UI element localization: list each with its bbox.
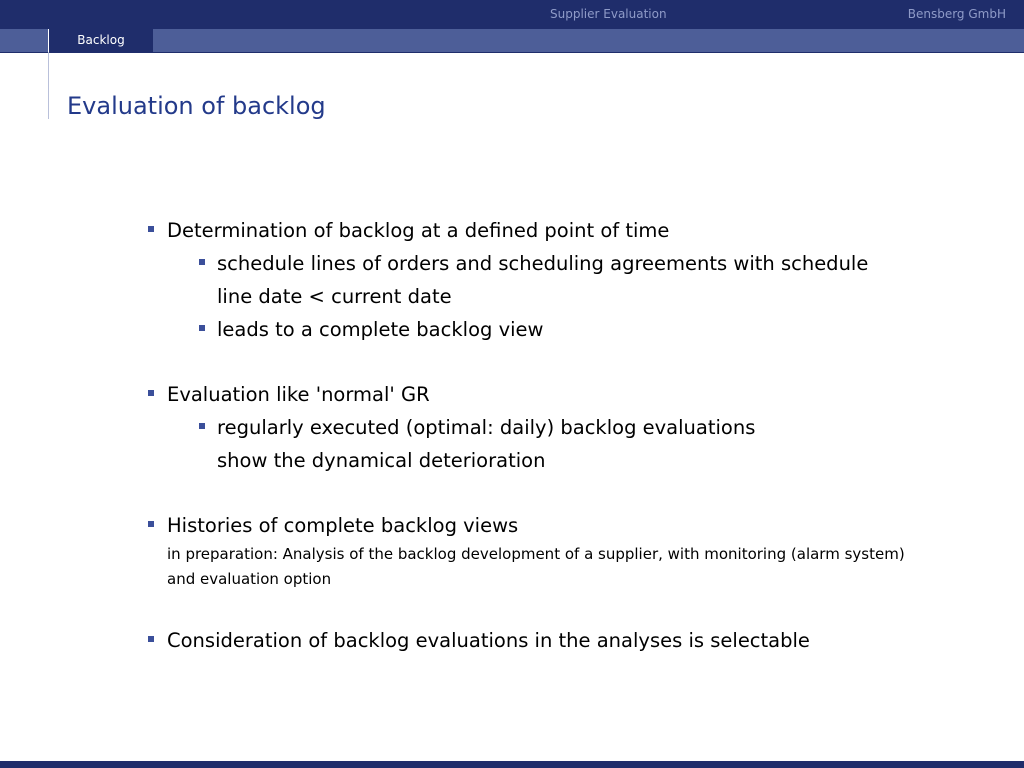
spacer <box>147 592 927 624</box>
bullet-item: Evaluation like 'normal' GR <box>147 378 927 411</box>
bullet-item: Determination of backlog at a defined point of time <box>147 214 927 247</box>
bullet-note: and evaluation option <box>167 570 332 588</box>
header-bar <box>0 0 1024 29</box>
footer-bar <box>0 761 1024 768</box>
sub-bullet-item: regularly executed (optimal: daily) backlog evaluations <box>147 411 927 444</box>
vertical-divider <box>48 52 49 119</box>
page-title: Evaluation of backlog <box>67 92 326 120</box>
bullet-note: in preparation: Analysis of the backlog development of a supplier, with monitoring (alarm system) <box>167 545 905 563</box>
tab-bar <box>0 29 1024 52</box>
sub-bullet-continuation: show the dynamical deterioration <box>217 449 546 472</box>
spacer <box>147 346 927 378</box>
tab-backlog[interactable]: Backlog <box>49 29 153 52</box>
company-name: Bensberg GmbH <box>907 7 1006 21</box>
bullet-item: Consideration of backlog evaluations in the analyses is selectable <box>147 624 927 657</box>
slide-content <box>147 214 927 657</box>
bullet-item: Histories of complete backlog views <box>147 509 927 542</box>
spacer <box>147 477 927 509</box>
tab-spacer <box>0 29 48 52</box>
sub-bullet-item: schedule lines of orders and scheduling agreements with schedule <box>147 247 927 280</box>
presentation-title: Supplier Evaluation <box>550 7 667 21</box>
sub-bullet-continuation: line date < current date <box>217 285 452 308</box>
tab-bar-underline <box>0 52 1024 53</box>
sub-bullet-item: leads to a complete backlog view <box>147 313 927 346</box>
